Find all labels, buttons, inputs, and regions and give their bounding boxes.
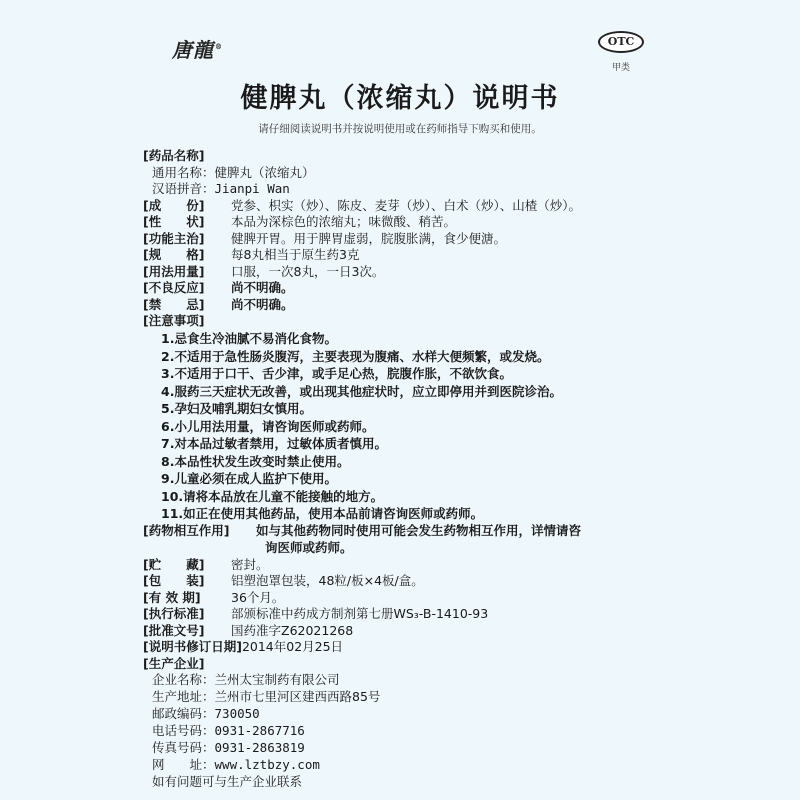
logo-text: 唐龍 [172, 38, 214, 62]
manufacturer-label: 生产地址： [152, 689, 215, 704]
validity-value: 36个月。 [231, 589, 285, 605]
precaution-item: 9.儿童必须在成人监护下使用。 [161, 471, 337, 486]
package-label: [包 装] [143, 573, 205, 588]
precaution-item: 7.对本品过敏者禁用，过敏体质者慎用。 [161, 436, 387, 451]
ingredients-label: [成 份] [143, 197, 205, 213]
precaution-item: 5.孕妇及哺乳期妇女慎用。 [161, 401, 312, 416]
package-row [143, 573, 424, 589]
pinyin-value: Jianpi Wan [214, 181, 290, 196]
footer-note: 如有问题可与生产企业联系 [152, 774, 303, 789]
properties-label: [性 状] [143, 214, 205, 229]
manufacturer-value: 兰州太宝制药有限公司 [214, 672, 340, 687]
interactions-value-line1: 如与其他药物同时使用可能会发生药物相互作用，详情请咨 [256, 523, 582, 538]
pinyin-label: 汉语拼音： [152, 181, 215, 196]
storage-row [143, 557, 269, 573]
otc-mark: OTC [598, 31, 644, 53]
contraindications-value: 尚不明确。 [231, 296, 294, 312]
document-title: 健脾丸（浓缩丸）说明书 [240, 83, 560, 114]
approval-label: [批准文号] [143, 622, 205, 638]
interactions-value-line2: 询医师或药师。 [265, 540, 353, 555]
validity-label: [有 效 期] [143, 589, 201, 605]
revision-label: [说明书修订日期] [143, 639, 242, 654]
package-value: 铝塑泡罩包装，48粒/板×4板/盒。 [231, 573, 424, 588]
common-name-row [152, 165, 315, 181]
contraindications-label: [禁 忌] [143, 296, 205, 312]
indications-row [143, 231, 506, 247]
manufacturer-label: 网 址： [152, 757, 215, 772]
adverse-value: 尚不明确。 [231, 280, 294, 295]
precaution-item: 10.请将本品放在儿童不能接触的地方。 [161, 488, 384, 504]
properties-value: 本品为深棕色的浓缩丸；味微酸、稍苦。 [231, 214, 457, 229]
common-name-label: 通用名称： [152, 164, 215, 180]
storage-value: 密封。 [231, 556, 269, 572]
common-name-value: 健脾丸（浓缩丸） [214, 164, 315, 180]
indications-value: 健脾开胃。用于脾胃虚弱，脘腹胀满，食少便溏。 [231, 230, 507, 246]
specification-label: [规 格] [143, 247, 205, 262]
precaution-item: 4.服药三天症状无改善，或出现其他症状时，应立即停用并到医院诊治。 [161, 383, 562, 399]
revision-value: 2014年02月25日 [241, 639, 344, 654]
website-value: www.lztbzy.com [214, 757, 320, 772]
validity-row [143, 590, 284, 606]
manufacturer-label: 邮政编码： [152, 706, 215, 721]
otc-badge [596, 30, 646, 73]
precaution-item: 1.忌食生冷油腻不易消化食物。 [161, 331, 337, 346]
manufacturer-label: 传真号码： [152, 740, 215, 755]
manufacturer-label: 电话号码： [152, 723, 215, 738]
storage-label: [贮 藏] [143, 556, 205, 572]
adverse-label: [不良反应] [143, 280, 205, 295]
manufacturer-value: 兰州市七里河区建西西路85号 [214, 689, 381, 704]
otc-class-label: 甲类 [611, 63, 630, 73]
standard-value: 部颁标准中药成方制剂第七册WS₃-B-1410-93 [231, 606, 489, 621]
drug-name-header: [药品名称] [143, 148, 205, 163]
properties-row [143, 214, 456, 230]
contraindications-row [143, 297, 294, 313]
precaution-item: 3.不适用于口干、舌少津，或手足心热，脘腹作胀，不欲饮食。 [161, 366, 512, 381]
interactions-label: [药物相互作用] [143, 523, 230, 538]
manufacturer-value: 0931-2867716 [214, 723, 305, 738]
interactions-row [143, 523, 581, 539]
manufacturer-label: 企业名称： [152, 672, 215, 687]
manufacturer-row [152, 689, 380, 705]
precaution-item: 6.小儿用法用量，请咨询医师或药师。 [161, 418, 375, 434]
dosage-label: [用法用量] [143, 263, 205, 279]
precaution-item: 11.如正在使用其他药品，使用本品前请咨询医师或药师。 [161, 506, 484, 521]
revision-row [143, 639, 343, 655]
manufacturer-value: 0931-2863819 [214, 740, 305, 755]
approval-value: 国药准字Z62021268 [231, 622, 354, 638]
standard-label: [执行标准] [143, 606, 205, 621]
dosage-value: 口服，一次8丸，一日3次。 [231, 263, 385, 279]
manufacturer-row [152, 740, 305, 756]
manufacturer-row [152, 757, 320, 773]
standard-row [143, 606, 488, 622]
precautions-header: [注意事项] [143, 313, 205, 328]
pinyin-row [152, 181, 290, 197]
brand-logo [172, 34, 223, 63]
precaution-item: 2.不适用于急性肠炎腹泻，主要表现为腹痛、水样大便频繁，或发烧。 [161, 348, 550, 364]
manufacturer-header: [生产企业] [143, 655, 205, 671]
manufacturer-row [152, 706, 260, 722]
dosage-row [143, 264, 384, 280]
manufacturer-row [152, 723, 305, 739]
approval-row [143, 623, 353, 639]
manufacturer-row [152, 672, 340, 688]
adverse-row [143, 280, 294, 296]
ingredients-value: 党参、枳实（炒）、陈皮、麦芽（炒）、白术（炒）、山楂（炒）。 [231, 197, 582, 213]
specification-row [143, 247, 359, 263]
precaution-item: 8.本品性状发生改变时禁止使用。 [161, 453, 350, 469]
ingredients-row [143, 198, 581, 214]
specification-value: 每8丸相当于原生药3克 [231, 247, 360, 262]
registered-mark: ® [215, 42, 223, 52]
manufacturer-value: 730050 [214, 706, 260, 721]
indications-label: [功能主治] [143, 230, 205, 246]
usage-notice: 请仔细阅读说明书并按说明使用或在药师指导下购买和使用。 [258, 123, 542, 135]
